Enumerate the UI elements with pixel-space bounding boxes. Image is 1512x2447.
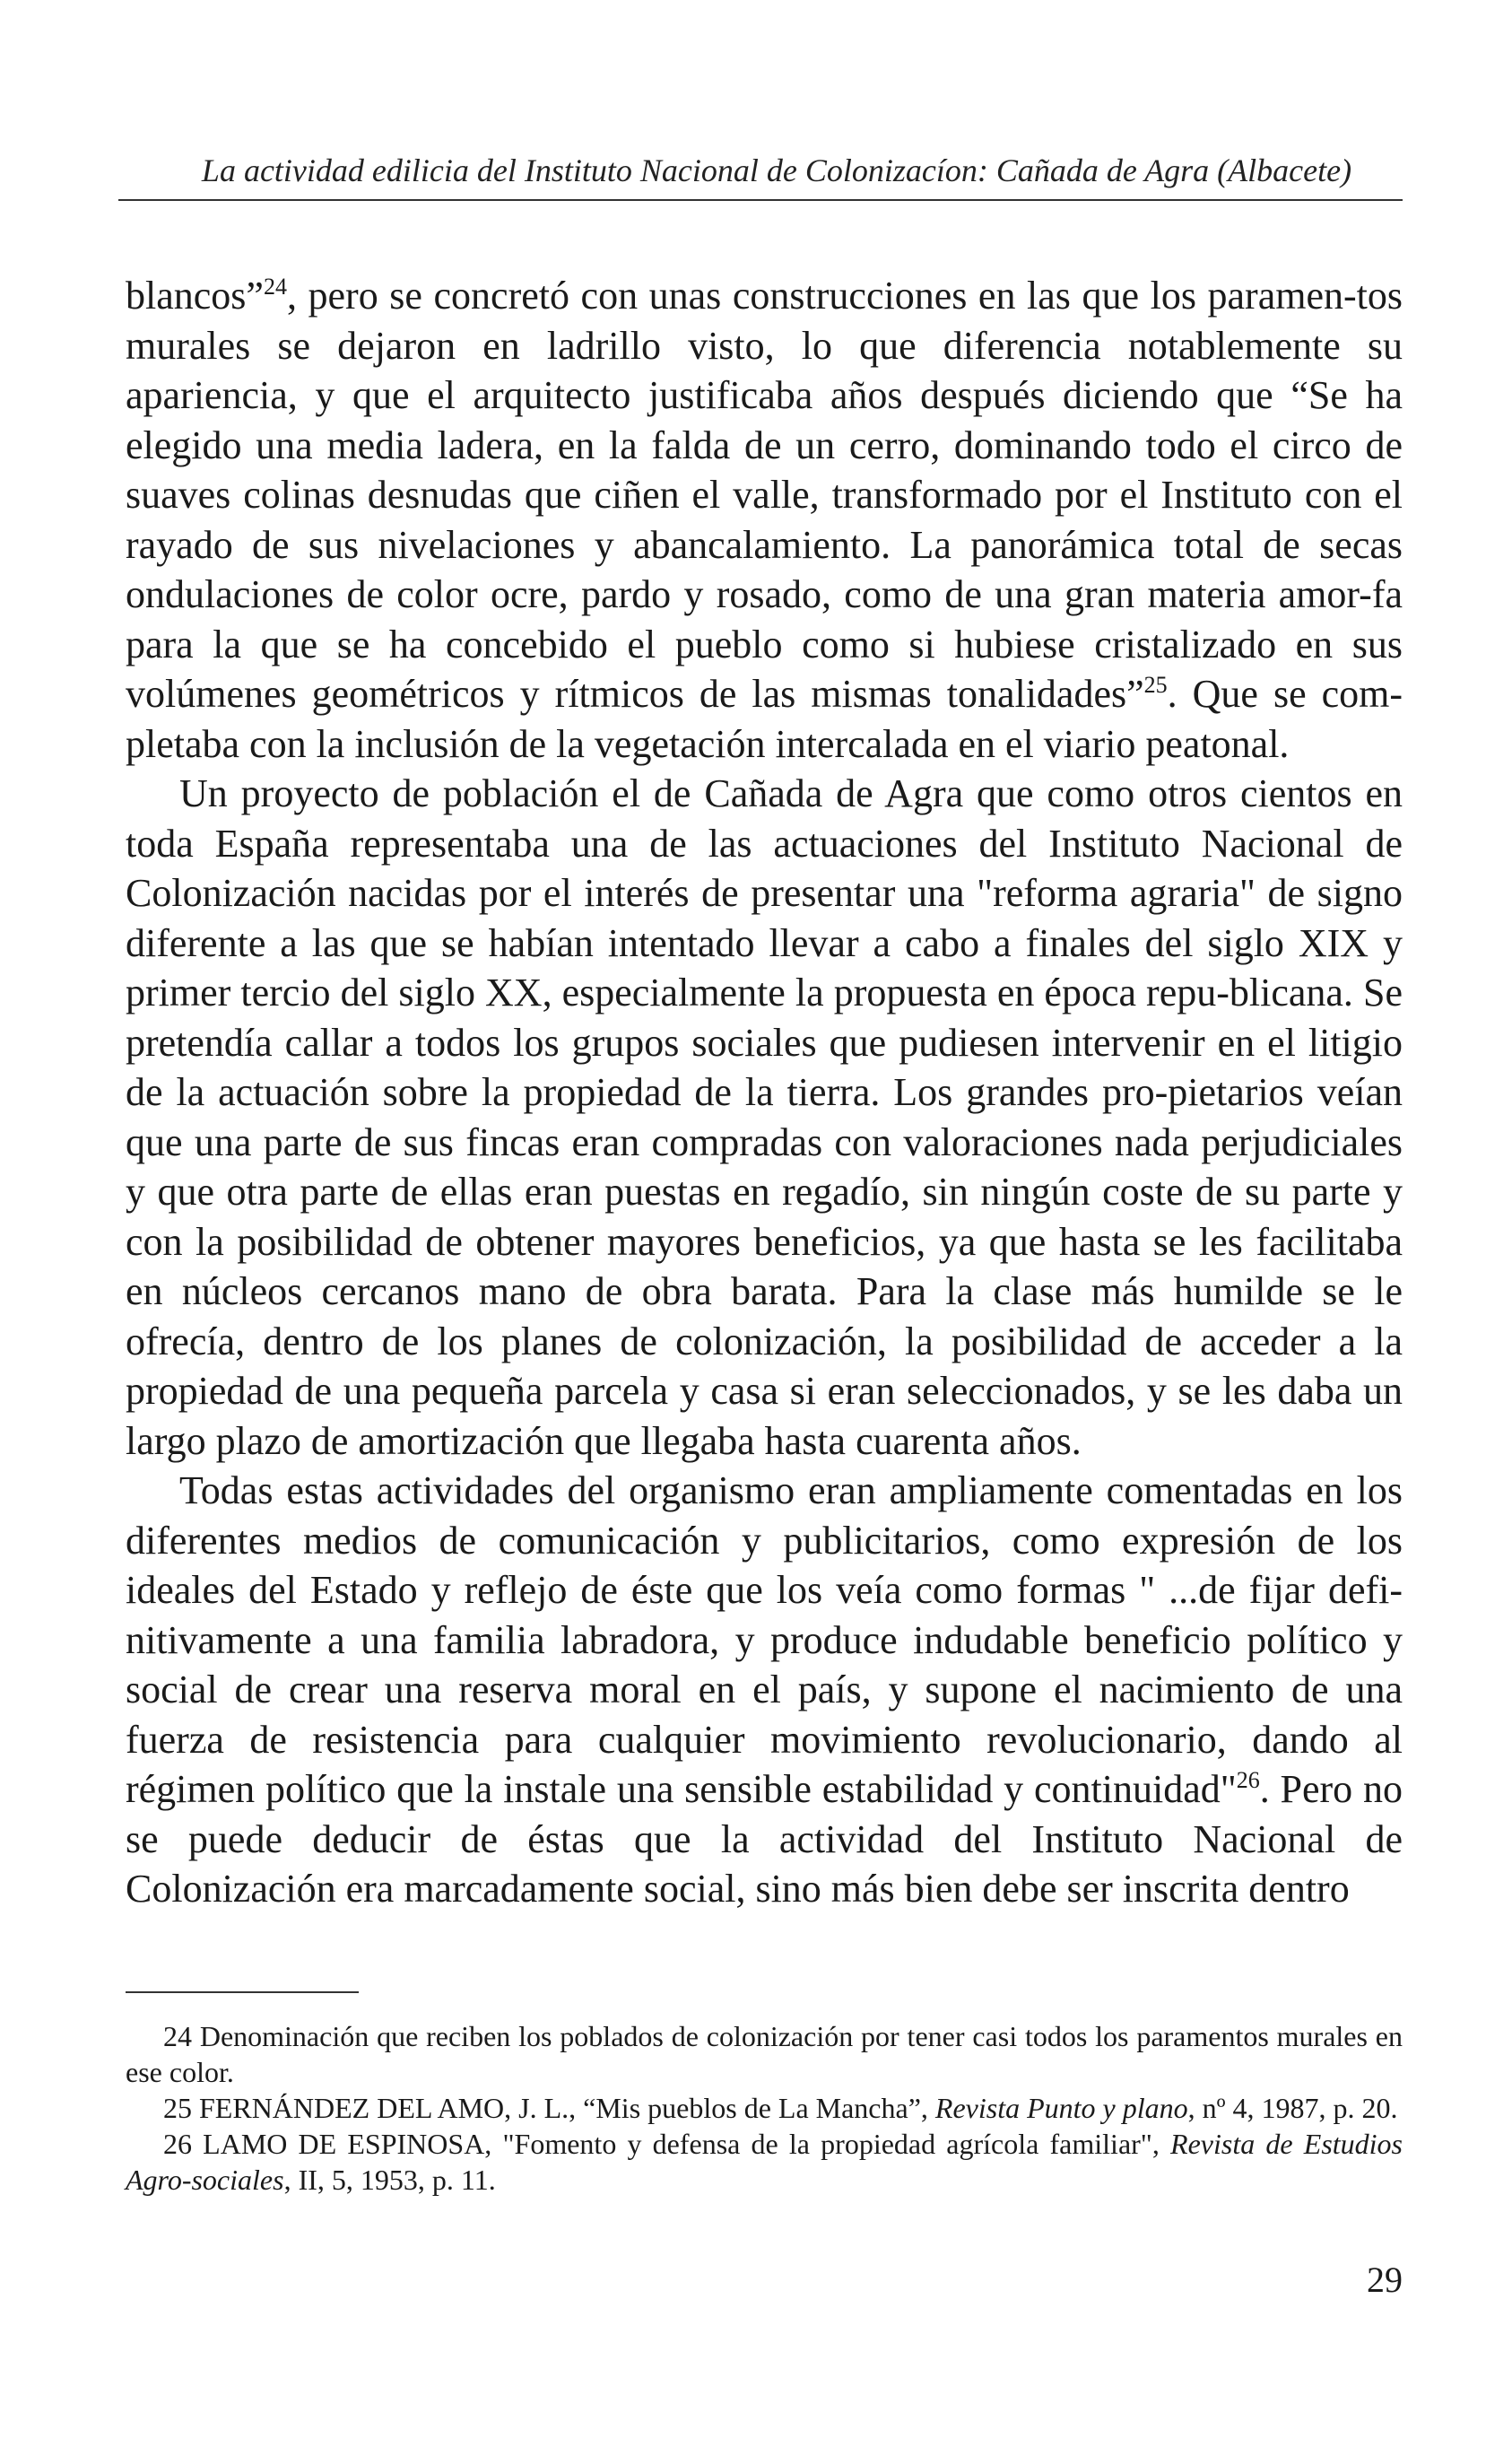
footnote-25-text-a: 25 FERNÁNDEZ DEL AMO, J. L., “Mis pueblos de La Mancha”, <box>163 2092 935 2124</box>
paragraph-1-text-c: . Que se com-pletaba con la inclusión de la vegetación intercalada en el viario peatonal. <box>126 672 1403 766</box>
footnotes <box>126 2018 1403 2198</box>
page-number: 29 <box>1367 2260 1403 2300</box>
paragraph-1-text-b: , pero se concretó con unas construcciones en las que los paramen-tos murales se dejaron en ladrillo visto, lo que diferencia notablemente su apariencia, y que el arquitecto justificaba años después diciendo que “Se ha elegido una media ladera, en la falda de un cerro, dominando todo el circo de suaves colinas desnudas que ciñen el valle, transformado por el Instituto con el rayado de sus nivelaciones y abancalamiento. La panorámica total de secas ondulaciones de color ocre, pardo y rosado, como de una gran materia amor-fa para la que se ha concebido el pueblo como si hubiese cristalizado en sus volúmenes geométricos y rítmicos de las mismas tonalidades” <box>126 274 1403 716</box>
footnote-26-journal: Revista de Estudios Agro-sociales <box>126 2128 1403 2196</box>
footnote-rule <box>126 1991 359 1993</box>
paragraph-3-text-b: . Pero no se puede deducir de éstas que la actividad del Instituto Nacional de Colonización era marcadamente social, sino más bien debe ser inscrita dentro <box>126 1767 1403 1911</box>
paragraph-2: Un proyecto de población el de Cañada de Agra que como otros cientos en toda España representaba una de las actuaciones del Instituto Nacional de Colonización nacidas por el interés de presentar una "reforma agraria" de signo diferente a las que se habían intentado llevar a cabo a finales del siglo XIX y primer tercio del siglo XX, especialmente la propuesta en época repu-blicana. Se pretendía callar a todos los grupos sociales que pudiesen intervenir en el litigio de la actuación sobre la propiedad de la tierra. Los grandes pro-pietarios veían que una parte de sus fincas eran compradas con valoraciones nada perjudiciales y que otra parte de ellas eran puestas en regadío, sin ningún coste de su parte y con la posibilidad de obtener mayores beneficios, ya que hasta se les facilitaba en núcleos cercanos mano de obra barata. Para la clase más humilde se le ofrecía, dentro de los planes de colonización, la posibilidad de acceder a la propiedad de una pequeña parcela y casa si eran seleccionados, y se les daba un largo plazo de amortización que llegaba hasta cuarenta años. <box>126 771 1403 1463</box>
paragraph-3 <box>126 1466 1403 1914</box>
footnote-25-text-c: , nº 4, 1987, p. 20. <box>1187 2092 1398 2124</box>
footnote-24: 24 Denominación que reciben los poblados de colonización por tener casi todos los paramentos murales en ese color. <box>126 2020 1403 2088</box>
footnote-ref-24: 24 <box>263 274 287 300</box>
footnote-26-text-c: , II, 5, 1953, p. 11. <box>283 2164 496 2196</box>
footnote-26-text-a: 26 LAMO DE ESPINOSA, "Fomento y defensa de la propiedad agrícola familiar", <box>163 2128 1171 2160</box>
paragraph-1 <box>126 271 1403 769</box>
paragraph-1-text-a: blancos” <box>126 274 264 318</box>
running-header: La actividad edilicia del Instituto Nacional de Colonizacíon: Cañada de Agra (Albacete) <box>201 152 1352 188</box>
footnote-25-journal: Revista Punto y plano <box>934 2092 1188 2124</box>
header-rule <box>118 199 1403 201</box>
paragraph-3-text-a: Todas estas actividades del organismo eran ampliamente comentadas en los diferentes medios de comunicación y publicitarios, como expresión de los ideales del Estado y reflejo de éste que los veía como formas " ...de fijar defi-nitivamente a una familia labradora, y produce indudable beneficio político y social de crear una reserva moral en el país, y supone el nacimiento de una fuerza de resistencia para cualquier movimiento revolucionario, dando al régimen político que la instale una sensible estabilidad y continuidad" <box>126 1468 1403 1811</box>
body-text <box>126 271 1403 1914</box>
footnote-ref-25: 25 <box>1143 672 1168 698</box>
footnote-ref-26: 26 <box>1236 1767 1260 1793</box>
footnote-25 <box>126 2090 1403 2126</box>
footnote-26 <box>126 2126 1403 2198</box>
